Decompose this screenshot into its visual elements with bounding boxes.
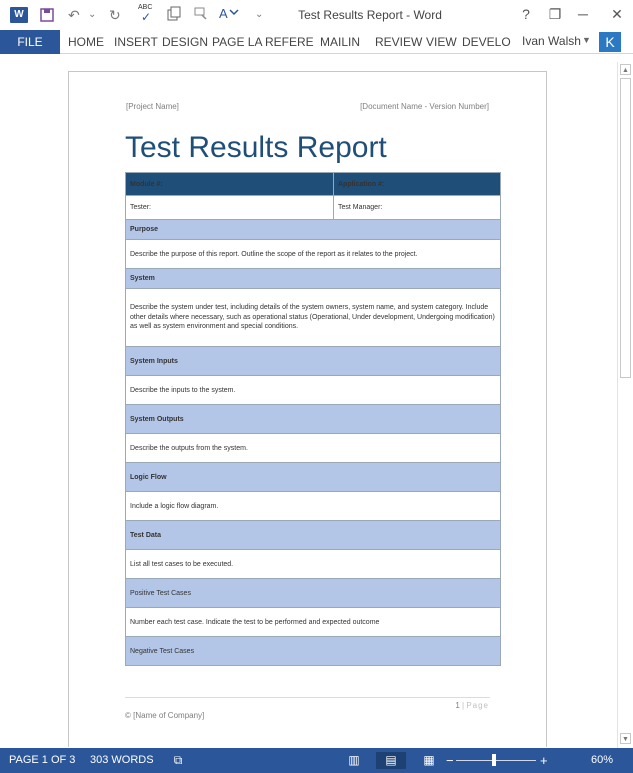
- logic-flow-text[interactable]: Include a logic flow diagram.: [126, 492, 501, 521]
- purpose-heading[interactable]: Purpose: [126, 220, 501, 240]
- font-color-icon: [218, 6, 240, 22]
- section-text-row: [126, 434, 501, 463]
- test-manager-cell[interactable]: Test Manager:: [334, 196, 501, 220]
- page-number-value: 1: [455, 701, 460, 710]
- title-bar: [0, 0, 633, 30]
- section-heading-row: [126, 521, 501, 550]
- tab-insert[interactable]: INSERT: [114, 35, 158, 49]
- undo-button[interactable]: ↶: [68, 7, 80, 23]
- positive-test-cases-heading[interactable]: Positive Test Cases: [126, 579, 501, 608]
- section-heading-row: [126, 347, 501, 376]
- tab-file[interactable]: FILE: [0, 30, 60, 54]
- section-heading-row: [126, 220, 501, 240]
- window-title: Test Results Report - Word: [298, 8, 442, 22]
- system-heading[interactable]: System: [126, 269, 501, 289]
- page-count-status[interactable]: PAGE 1 OF 3: [9, 754, 76, 766]
- minimize-button[interactable]: ─: [578, 6, 588, 22]
- section-text-row: [126, 289, 501, 347]
- purpose-text[interactable]: Describe the purpose of this report. Outline the scope of the report as it relates to the project.: [126, 240, 501, 269]
- section-text-row: [126, 550, 501, 579]
- section-text-row: [126, 240, 501, 269]
- section-heading-row: [126, 637, 501, 666]
- footer-page-number[interactable]: [455, 701, 489, 710]
- test-data-heading[interactable]: Test Data: [126, 521, 501, 550]
- print-layout-icon[interactable]: ▤: [376, 752, 406, 769]
- document-page[interactable]: [68, 71, 547, 747]
- scrollbar-thumb[interactable]: [620, 78, 631, 378]
- tab-mailings[interactable]: MAILIN: [320, 35, 361, 49]
- chevron-down-icon[interactable]: ▼: [582, 35, 591, 45]
- document-copy-icon: [166, 6, 182, 22]
- save-button[interactable]: [40, 6, 54, 24]
- section-heading-row: [126, 463, 501, 492]
- help-button[interactable]: ?: [522, 6, 530, 22]
- zoom-level[interactable]: 60%: [591, 754, 614, 766]
- test-data-text[interactable]: List all test cases to be executed.: [126, 550, 501, 579]
- module-cell[interactable]: Module #:: [126, 173, 334, 196]
- maximize-button[interactable]: [578, 4, 600, 24]
- ribbon-tab-bar: [0, 30, 633, 54]
- avatar[interactable]: K: [599, 32, 621, 52]
- tab-page-layout[interactable]: PAGE LA: [212, 35, 263, 49]
- section-heading-row: [126, 269, 501, 289]
- report-table: [125, 172, 501, 666]
- tab-view[interactable]: VIEW: [426, 35, 457, 49]
- close-button[interactable]: ✕: [611, 6, 623, 22]
- tab-developer[interactable]: DEVELO: [462, 35, 511, 49]
- system-text[interactable]: Describe the system under test, including details of the system owners, system name, and system category. Include other details where necessary, such as operational status (Operational, Under development, Undergoing modification) as well as system environment and special conditions.: [126, 289, 501, 347]
- page-number-separator: |: [459, 701, 467, 710]
- zoom-in-button[interactable]: +: [540, 753, 548, 768]
- footer-copyright[interactable]: © [Name of Company]: [125, 711, 205, 720]
- header-project-name[interactable]: [Project Name]: [126, 102, 179, 111]
- page-label: Page: [466, 701, 489, 710]
- system-inputs-text[interactable]: Describe the inputs to the system.: [126, 376, 501, 405]
- touch-icon: [193, 6, 209, 22]
- proofing-icon[interactable]: ⧉: [173, 753, 183, 767]
- read-mode-icon[interactable]: ▥: [348, 753, 360, 767]
- system-outputs-heading[interactable]: System Outputs: [126, 405, 501, 434]
- table-row: [126, 173, 501, 196]
- logic-flow-heading[interactable]: Logic Flow: [126, 463, 501, 492]
- customize-toolbar-button[interactable]: ⌄: [255, 9, 264, 20]
- document-area: [0, 55, 617, 747]
- redo-button[interactable]: ↻: [109, 7, 121, 23]
- tab-home[interactable]: HOME: [68, 35, 104, 49]
- undo-dropdown-button[interactable]: ⌄: [88, 9, 97, 20]
- new-document-button[interactable]: [166, 6, 182, 24]
- table-row: [126, 196, 501, 220]
- touch-mode-button[interactable]: [193, 6, 209, 24]
- section-text-row: [126, 492, 501, 521]
- application-cell[interactable]: Application #:: [334, 173, 501, 196]
- section-heading-row: [126, 579, 501, 608]
- section-text-row: [126, 608, 501, 637]
- negative-test-cases-heading[interactable]: Negative Test Cases: [126, 637, 501, 666]
- web-layout-icon[interactable]: ▦: [423, 753, 435, 767]
- zoom-out-button[interactable]: −: [446, 753, 454, 768]
- positive-test-cases-text[interactable]: Number each test case. Indicate the test to be performed and expected outcome: [126, 608, 501, 637]
- section-text-row: [126, 376, 501, 405]
- section-heading-row: [126, 405, 501, 434]
- system-outputs-text[interactable]: Describe the outputs from the system.: [126, 434, 501, 463]
- tab-design[interactable]: DESIGN: [162, 35, 209, 49]
- status-bar: [0, 748, 633, 773]
- footer-divider: [125, 697, 490, 698]
- tab-references[interactable]: REFERE: [265, 35, 314, 49]
- vertical-scrollbar[interactable]: [617, 62, 633, 748]
- svg-text:A: A: [219, 6, 228, 21]
- tab-review[interactable]: REVIEW: [375, 35, 423, 49]
- tester-cell[interactable]: Tester:: [126, 196, 334, 220]
- spelling-button[interactable]: [138, 4, 152, 22]
- zoom-slider-thumb[interactable]: [492, 754, 496, 766]
- word-count-status[interactable]: 303 WORDS: [90, 754, 154, 766]
- system-inputs-heading[interactable]: System Inputs: [126, 347, 501, 376]
- page-title[interactable]: Test Results Report: [125, 131, 387, 164]
- zoom-slider-track[interactable]: [456, 760, 536, 761]
- header-document-name[interactable]: [Document Name - Version Number]: [360, 102, 489, 111]
- font-color-button[interactable]: [218, 6, 240, 24]
- spelling-label: ABC: [138, 4, 153, 11]
- scroll-down-button[interactable]: ▼: [620, 733, 631, 744]
- user-account-name[interactable]: Ivan Walsh: [522, 34, 581, 48]
- word-app-icon[interactable]: W: [10, 7, 28, 23]
- ribbon-display-options-button[interactable]: ❐: [548, 6, 562, 22]
- checkmark-icon: ✓: [141, 10, 152, 24]
- scroll-up-button[interactable]: ▲: [620, 64, 631, 75]
- floppy-disk-icon: [40, 8, 54, 22]
